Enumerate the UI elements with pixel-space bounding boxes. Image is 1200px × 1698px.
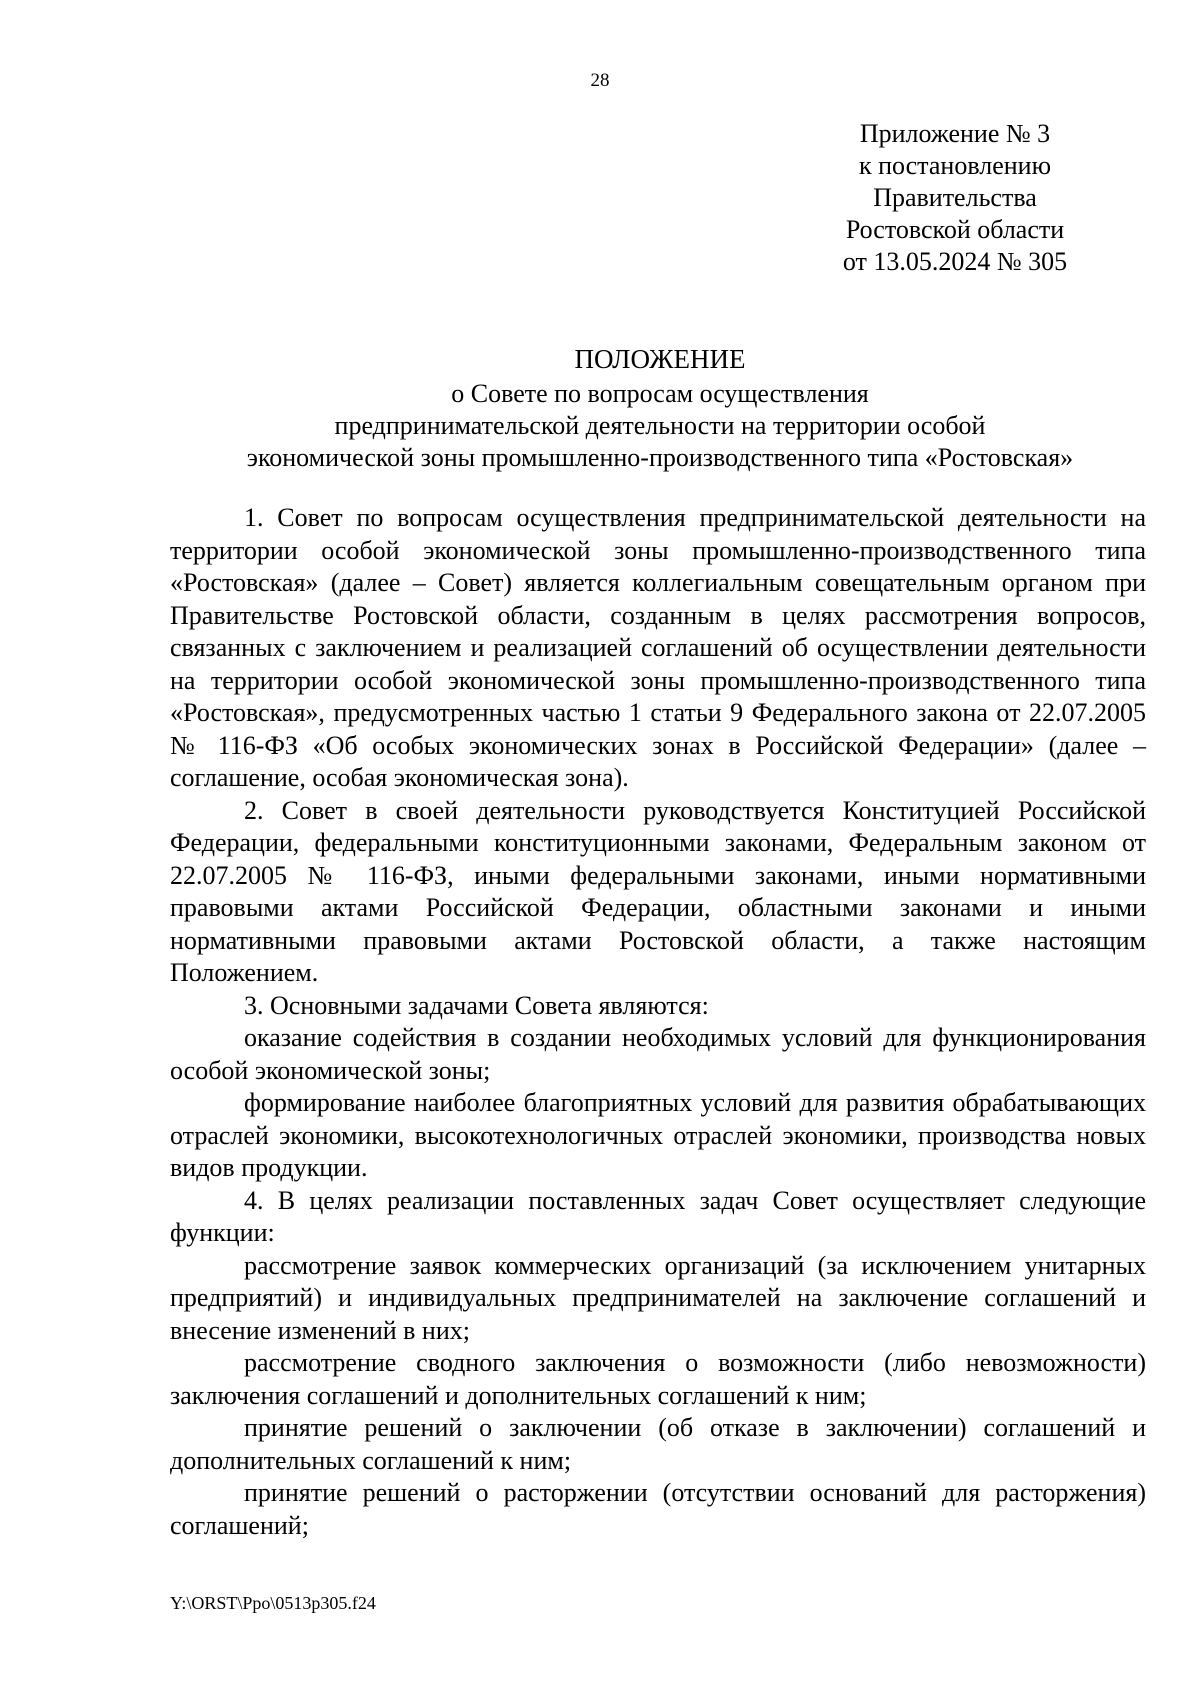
paragraph-4-item-4: принятие решений о расторжении (отсутствии оснований для расторжения) соглашений; bbox=[170, 1478, 1146, 1540]
paragraph-3-item-2: формирование наиболее благоприятных условий для развития обрабатывающих отраслей экономики, высокотехнологичных отраслей экономики, производства новых видов продукции. bbox=[170, 1088, 1146, 1182]
appendix-line: Приложение № 3 bbox=[859, 119, 1051, 148]
paragraph-2: 2. Совет в своей деятельности руководствуется Конституцией Российской Федерации, федеральными конституционными законами, Федеральным законом от 22.07.2005 № 116-ФЗ, иными федеральными законами, иными нормативными правовыми актами Российской Федерации, областными законами и иными нормативными правовыми актами Ростовской области, а также настоящим Положением. bbox=[170, 795, 1146, 987]
paragraph-4: 4. В целях реализации поставленных задач Совет осуществляет следующие функции: bbox=[170, 1185, 1146, 1247]
appendix-line: Ростовской области bbox=[845, 215, 1065, 244]
page-number: 28 bbox=[590, 70, 610, 91]
title-line: предпринимательской деятельности на территории особой bbox=[334, 411, 986, 440]
paragraph-3-item-1: оказание содействия в создании необходимых условий для функционирования особой экономической зоны; bbox=[170, 1023, 1146, 1085]
title-line: экономической зоны промышленно-производственного типа «Ростовская» bbox=[246, 443, 1074, 472]
document-title bbox=[170, 343, 1150, 474]
paragraph-1: 1. Совет по вопросам осуществления предпринимательской деятельности на территории особой экономической зоны промышленно-производственного типа «Ростовская» (далее – Совет) является коллегиальным совещательным органом при Правительстве Ростовской области, созданным в целях рассмотрения вопросов, связанных с заключением и реализацией соглашений об осуществлении деятельности на территории особой экономической зоны промышленно-производственного типа «Ростовская», предусмотренных частью 1 статьи 9 Федерального закона от 22.07.2005 № 116-ФЗ «Об особых экономических зонах в Российской Федерации» (далее – соглашение, особая экономическая зона). bbox=[170, 503, 1146, 792]
paragraph-3: 3. Основными задачами Совета являются: bbox=[244, 990, 709, 1020]
document-body bbox=[170, 502, 1146, 1542]
appendix-line: к постановлению bbox=[858, 151, 1052, 180]
appendix-line: Правительства bbox=[873, 183, 1037, 212]
title-heading: ПОЛОЖЕНИЕ bbox=[574, 344, 746, 374]
file-path-footer: Y:\ORST\Ppo\0513p305.f24 bbox=[170, 1593, 376, 1613]
paragraph-4-item-2: рассмотрение сводного заключения о возможности (либо невозможности) заключения соглашений и дополнительных соглашений к ним; bbox=[170, 1348, 1146, 1410]
paragraph-4-item-1: рассмотрение заявок коммерческих организаций (за исключением унитарных предприятий) и индивидуальных предпринимателей на заключение соглашений и внесение изменений в них; bbox=[170, 1250, 1146, 1345]
appendix-block bbox=[820, 118, 1090, 278]
title-line: о Совете по вопросам осуществления bbox=[451, 379, 869, 408]
appendix-line: от 13.05.2024 № 305 bbox=[842, 247, 1068, 276]
paragraph-4-item-3: принятие решений о заключении (об отказе в заключении) соглашений и дополнительных соглашений к ним; bbox=[170, 1413, 1146, 1475]
